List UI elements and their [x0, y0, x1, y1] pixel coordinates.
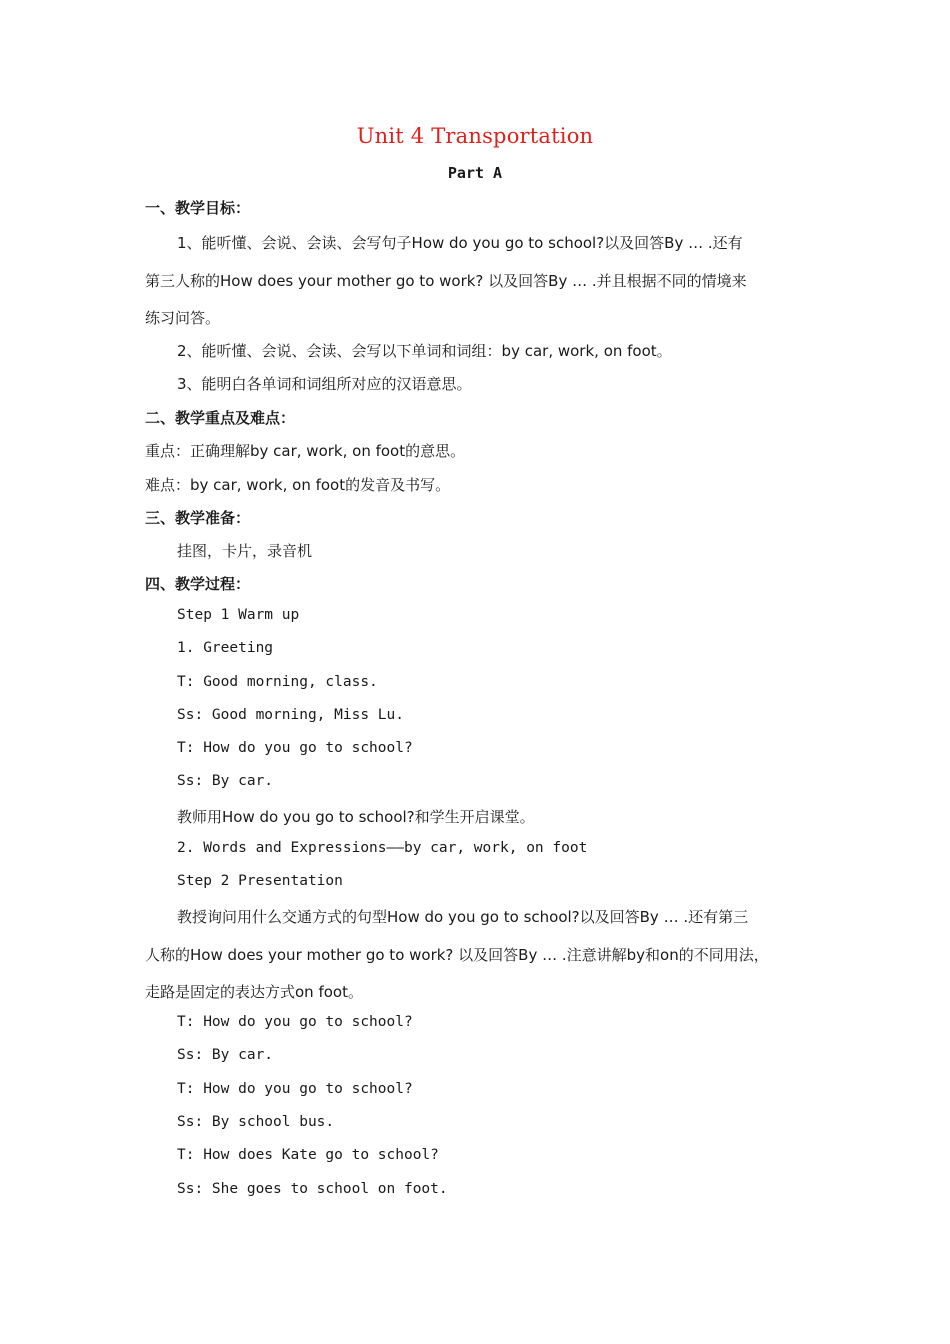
dialogue-line: Ss: By car. [177, 773, 274, 789]
dialogue-line: T: How do you go to school? [177, 1014, 413, 1030]
section-heading-preparation: 三、教学准备： [145, 509, 251, 527]
step-1-item-2: 2. Words and Expressions——by car, work, on foot [177, 840, 588, 856]
dialogue-line: Ss: Good morning, Miss Lu. [177, 707, 404, 723]
presentation-line-3: 走路是固定的表达方式on foot。 [145, 983, 363, 1001]
section-heading-process: 四、教学过程： [145, 575, 251, 593]
section-heading-key-points: 二、教学重点及难点： [145, 409, 296, 427]
step-1-heading: Step 1 Warm up [177, 607, 300, 623]
objective-1-line-3: 练习问答。 [145, 309, 221, 327]
objective-1-line-1: 1、能听懂、会说、会读、会写句子How do you go to school?以及回答By … .还有 [177, 234, 743, 252]
dialogue-line: T: How do you go to school? [177, 1081, 413, 1097]
step-1-item-1: 1. Greeting [177, 640, 274, 656]
dialogue-line: Ss: By school bus. [177, 1114, 335, 1130]
key-point: 重点：正确理解by car, work, on foot的意思。 [145, 442, 466, 460]
dialogue-line: Ss: By car. [177, 1047, 274, 1063]
preparation-text: 挂图，卡片，录音机 [177, 542, 313, 560]
document-title: Unit 4 Transportation [356, 124, 594, 148]
document-subtitle: Part A [447, 164, 503, 182]
objective-1-line-2: 第三人称的How does your mother go to work? 以及回答By … .并且根据不同的情境来 [145, 272, 747, 290]
difficult-point: 难点：by car, work, on foot的发音及书写。 [145, 476, 451, 494]
dialogue-line: T: How does Kate go to school? [177, 1147, 439, 1163]
dialogue-line: Ss: She goes to school on foot. [177, 1181, 448, 1197]
presentation-line-1: 教授询问用什么交通方式的句型How do you go to school?以及回答By … .还有第三 [177, 908, 749, 926]
objective-3: 3、能明白各单词和词组所对应的汉语意思。 [177, 375, 472, 393]
step-2-heading: Step 2 Presentation [177, 873, 343, 889]
dialogue-line: T: How do you go to school? [177, 740, 413, 756]
objective-2: 2、能听懂、会说、会读、会写以下单词和词组：by car, work, on foot。 [177, 342, 672, 360]
dialogue-line: T: Good morning, class. [177, 674, 378, 690]
presentation-line-2: 人称的How does your mother go to work? 以及回答By … .注意讲解by和on的不同用法， [145, 946, 769, 964]
teacher-note: 教师用How do you go to school?和学生开启课堂。 [177, 808, 535, 826]
section-heading-objectives: 一、教学目标： [145, 199, 251, 217]
